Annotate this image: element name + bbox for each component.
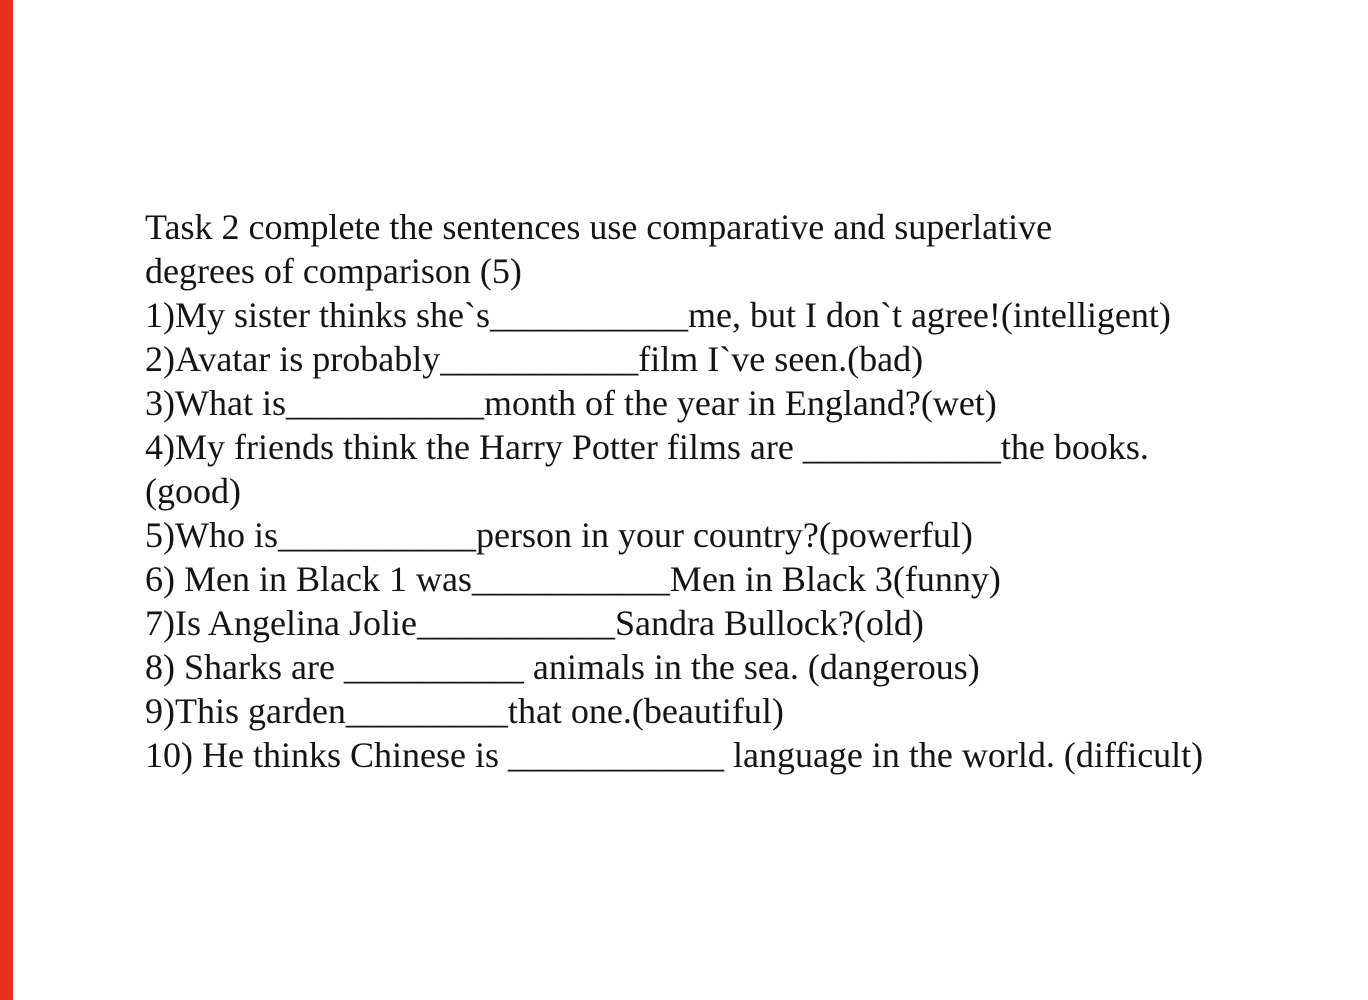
sentence-line-3: 3)What is___________month of the year in England?(wet): [145, 383, 997, 423]
sentence-list: [145, 293, 1203, 777]
sentence-line-5: 5)Who is___________person in your country?(powerful): [145, 515, 973, 555]
worksheet-title: [145, 205, 1203, 293]
left-edge-red-bar: [0, 0, 13, 1000]
worksheet-title-line-2: degrees of comparison (5): [145, 251, 522, 291]
sentence-line-4: 4)My friends think the Harry Potter films are ___________the books.: [145, 427, 1149, 467]
sentence-line-2: 2)Avatar is probably___________film I`ve seen.(bad): [145, 339, 924, 379]
sentence-line-10: 10) He thinks Chinese is ____________ language in the world. (difficult): [145, 735, 1204, 775]
worksheet-title-line-1: Task 2 complete the sentences use comparative and superlative: [145, 207, 1053, 247]
sentence-line-4-wrap: (good): [145, 471, 241, 511]
sentence-line-7: 7)Is Angelina Jolie___________Sandra Bullock?(old): [145, 603, 924, 643]
sentence-line-1: 1)My sister thinks she`s___________me, but I don`t agree!(intelligent): [145, 295, 1171, 335]
sentence-line-9: 9)This garden_________that one.(beautiful): [145, 691, 784, 731]
worksheet-page: [145, 205, 1203, 777]
sentence-line-8: 8) Sharks are __________ animals in the sea. (dangerous): [145, 647, 980, 687]
sentence-line-6: 6) Men in Black 1 was___________Men in Black 3(funny): [145, 559, 1001, 599]
